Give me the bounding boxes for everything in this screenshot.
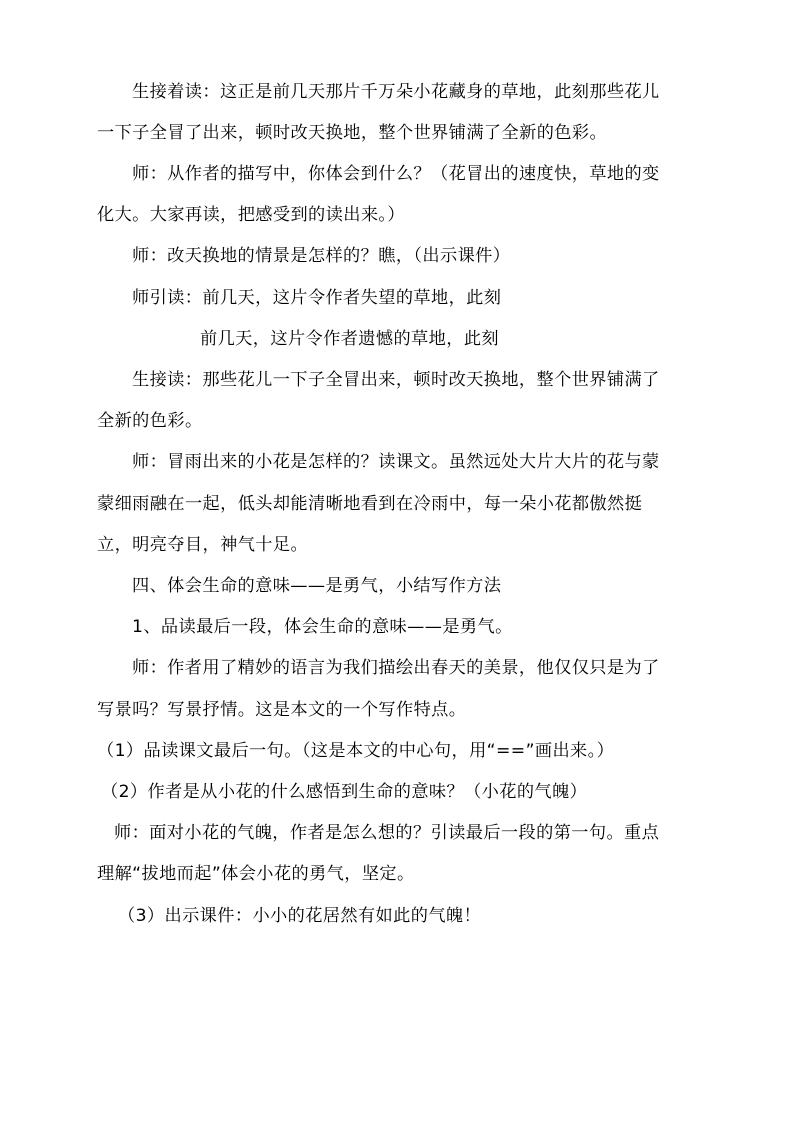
text-line: 师：面对小花的气魄，作者是怎么想的？引读最后一段的第一句。重点: [114, 823, 660, 843]
text-line: 立，明亮夺目，神气十足。: [97, 535, 309, 555]
text-line: 全新的色彩。: [97, 411, 203, 431]
text-line: 写景吗？写景抒情。这是本文的一个写作特点。: [97, 700, 467, 720]
text-line: 一下子全冒了出来，顿时改天换地，整个世界铺满了全新的色彩。: [97, 123, 608, 143]
text-line: 生接读：那些花儿一下子全冒出来，顿时改天换地，整个世界铺满了: [132, 370, 660, 390]
text-line: 师引读：前几天，这片令作者失望的草地，此刻: [132, 288, 502, 308]
text-line: 四、体会生命的意味——是勇气，小结写作方法: [132, 576, 502, 596]
text-line: （1）品读课文最后一句。（这是本文的中心句，用“==”画出来。）: [97, 741, 615, 761]
text-line: 生接着读：这正是前几天那片千万朵小花藏身的草地，此刻那些花儿: [132, 82, 660, 102]
text-line: 化大。大家再读，把感受到的读出来。）: [97, 205, 405, 225]
text-line: 师：冒雨出来的小花是怎样的？读课文。虽然远处大片大片的花与蒙: [132, 452, 660, 472]
text-line: 师：改天换地的情景是怎样的？瞧，（出示课件）: [132, 246, 511, 266]
text-line: 师：作者用了精妙的语言为我们描绘出春天的美景，他仅仅只是为了: [132, 658, 660, 678]
text-line: 前几天，这片令作者遗憾的草地，此刻: [200, 329, 499, 349]
text-line: （2）作者是从小花的什么感悟到生命的意味？（小花的气魄）: [101, 782, 588, 802]
text-line: （3）出示课件：小小的花居然有如此的气魄！: [118, 906, 482, 926]
text-line: 1、品读最后一段，体会生命的意味——是勇气。: [132, 617, 513, 637]
text-line: 师：从作者的描写中，你体会到什么？（花冒出的速度快，草地的变: [132, 164, 660, 184]
text-line: 蒙细雨融在一起，低头却能清晰地看到在冷雨中，每一朵小花都傲然挺: [97, 494, 643, 514]
text-line: 理解“拔地而起”体会小花的勇气，坚定。: [97, 864, 415, 884]
